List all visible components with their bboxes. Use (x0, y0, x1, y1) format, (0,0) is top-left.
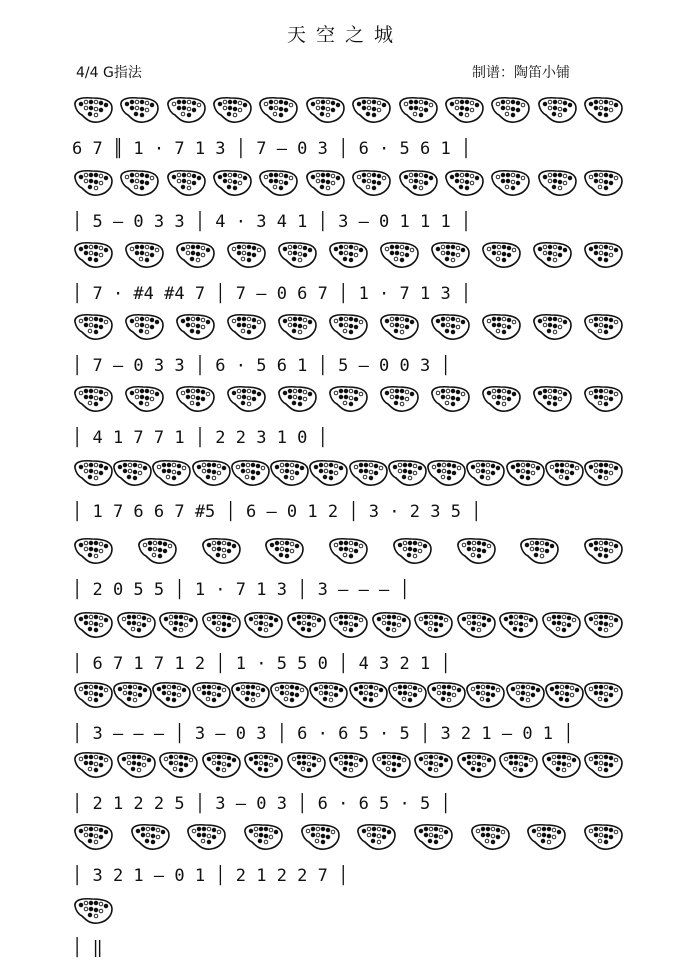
ocarina-fingering-icon (412, 822, 454, 852)
ocarina-fingering-icon (165, 168, 207, 198)
ocarina-fingering-icon (536, 95, 578, 125)
notation-row (70, 860, 620, 896)
ocarina-fingering-icon (489, 95, 531, 125)
ocarina-fingering-icon (150, 680, 192, 710)
ocarina-fingering-icon (378, 384, 420, 414)
ocarina-fingering-icon (455, 750, 497, 780)
fingering-row (70, 384, 620, 416)
ocarina-fingering-icon (531, 240, 573, 270)
ocarina-fingering-icon (200, 610, 242, 640)
ocarina-fingering-icon (582, 240, 624, 270)
ocarina-fingering-icon (327, 536, 369, 566)
notation-text: │ 4 1 7 7 1 │ 2 2 3 1 0 │ (72, 428, 328, 448)
ocarina-fingering-icon (123, 384, 165, 414)
ocarina-fingering-icon (397, 168, 439, 198)
ocarina-fingering-icon (350, 95, 392, 125)
ocarina-fingering-icon (504, 458, 546, 488)
ocarina-fingering-icon (304, 95, 346, 125)
ocarina-fingering-icon (72, 750, 114, 780)
ocarina-fingering-icon (469, 822, 511, 852)
ocarina-fingering-icon (429, 312, 471, 342)
fingering-row (70, 680, 620, 712)
ocarina-fingering-icon (257, 95, 299, 125)
ocarina-fingering-icon (157, 750, 199, 780)
ocarina-fingering-icon (540, 610, 582, 640)
ocarina-fingering-icon (211, 168, 253, 198)
ocarina-fingering-icon (347, 458, 389, 488)
ocarina-fingering-icon (464, 680, 506, 710)
ocarina-fingering-icon (229, 458, 271, 488)
notation-row (70, 422, 620, 458)
ocarina-fingering-icon (480, 384, 522, 414)
fingering-row (70, 536, 620, 568)
ocarina-fingering-icon (118, 168, 160, 198)
ocarina-fingering-icon (386, 458, 428, 488)
ocarina-fingering-icon (263, 536, 305, 566)
notation-row (70, 718, 620, 754)
notation-text: │ ‖ (72, 938, 103, 958)
ocarina-fingering-icon (150, 458, 192, 488)
ocarina-fingering-icon (536, 168, 578, 198)
ocarina-fingering-icon (327, 750, 369, 780)
ocarina-fingering-icon (190, 458, 232, 488)
ocarina-fingering-icon (370, 610, 412, 640)
ocarina-fingering-icon (276, 384, 318, 414)
author-label: 制谱：陶笛小铺 (472, 65, 570, 81)
notation-text: │ 7 · #4 #4 7 │ 7 — 0 6 7 │ 1 · 7 1 3 │ (72, 284, 472, 304)
notation-row (70, 496, 620, 532)
notation-text: │ 3 2 1 — 0 1 │ 2 1 2 2 7 │ (72, 866, 349, 886)
fingering-row (70, 610, 620, 642)
ocarina-fingering-icon (225, 240, 267, 270)
ocarina-fingering-icon (378, 240, 420, 270)
notation-text: │ 2 0 5 5 │ 1 · 7 1 3 │ 3 — — — │ (72, 580, 410, 600)
ocarina-fingering-icon (268, 680, 310, 710)
ocarina-fingering-icon (350, 168, 392, 198)
ocarina-fingering-icon (489, 168, 531, 198)
ocarina-fingering-icon (123, 240, 165, 270)
ocarina-fingering-icon (174, 240, 216, 270)
ocarina-fingering-icon (185, 822, 227, 852)
ocarina-fingering-icon (157, 610, 199, 640)
ocarina-fingering-icon (72, 168, 114, 198)
fingering-row (70, 168, 620, 200)
ocarina-fingering-icon (285, 750, 327, 780)
ocarina-fingering-icon (72, 822, 114, 852)
ocarina-fingering-icon (582, 680, 624, 710)
ocarina-fingering-icon (111, 458, 153, 488)
ocarina-fingering-icon (355, 822, 397, 852)
ocarina-fingering-icon (174, 384, 216, 414)
ocarina-fingering-icon (307, 458, 349, 488)
ocarina-fingering-icon (582, 536, 624, 566)
ocarina-fingering-icon (327, 384, 369, 414)
ocarina-fingering-icon (72, 312, 114, 342)
ocarina-fingering-icon (464, 458, 506, 488)
fingering-row (70, 95, 620, 127)
fingering-row (70, 896, 620, 928)
ocarina-fingering-icon (582, 750, 624, 780)
ocarina-fingering-icon (225, 384, 267, 414)
ocarina-fingering-icon (115, 750, 157, 780)
fingering-row (70, 822, 620, 854)
ocarina-fingering-icon (582, 168, 624, 198)
ocarina-fingering-icon (397, 95, 439, 125)
ocarina-fingering-icon (165, 95, 207, 125)
ocarina-fingering-icon (531, 312, 573, 342)
notation-text: 6 7 ║ 1 · 7 1 3 │ 7 — 0 3 │ 6 · 5 6 1 │ (72, 139, 472, 159)
ocarina-fingering-icon (242, 750, 284, 780)
ocarina-fingering-icon (497, 610, 539, 640)
ocarina-fingering-icon (242, 822, 284, 852)
ocarina-fingering-icon (327, 610, 369, 640)
ocarina-fingering-icon (582, 822, 624, 852)
notation-text: │ 3 — — — │ 3 — 0 3 │ 6 · 6 5 · 5 │ 3 2 1 — 0 1 │ (72, 724, 574, 744)
ocarina-fingering-icon (211, 95, 253, 125)
ocarina-fingering-icon (378, 312, 420, 342)
notation-text: │ 6 7 1 7 1 2 │ 1 · 5 5 0 │ 4 3 2 1 │ (72, 654, 451, 674)
notation-row (70, 648, 620, 684)
fingering-row (70, 458, 620, 490)
ocarina-fingering-icon (229, 680, 271, 710)
ocarina-fingering-icon (480, 312, 522, 342)
ocarina-fingering-icon (225, 312, 267, 342)
ocarina-fingering-icon (111, 680, 153, 710)
ocarina-fingering-icon (582, 95, 624, 125)
ocarina-fingering-icon (443, 168, 485, 198)
ocarina-fingering-icon (429, 384, 471, 414)
fingering-row (70, 312, 620, 344)
ocarina-fingering-icon (480, 240, 522, 270)
notation-row (70, 788, 620, 824)
ocarina-fingering-icon (443, 95, 485, 125)
ocarina-fingering-icon (72, 680, 114, 710)
ocarina-fingering-icon (257, 168, 299, 198)
ocarina-fingering-icon (242, 610, 284, 640)
ocarina-fingering-icon (504, 680, 546, 710)
meter-key-label: 4/4 G指法 (76, 65, 142, 81)
ocarina-fingering-icon (347, 680, 389, 710)
ocarina-fingering-icon (72, 458, 114, 488)
ocarina-fingering-icon (582, 312, 624, 342)
ocarina-fingering-icon (582, 610, 624, 640)
ocarina-fingering-icon (72, 896, 114, 926)
notation-text: │ 5 — 0 3 3 │ 4 · 3 4 1 │ 3 — 0 1 1 1 │ (72, 212, 472, 232)
ocarina-fingering-icon (118, 95, 160, 125)
ocarina-fingering-icon (582, 384, 624, 414)
ocarina-fingering-icon (531, 384, 573, 414)
ocarina-fingering-icon (129, 822, 171, 852)
notation-row (70, 133, 620, 169)
ocarina-fingering-icon (525, 822, 567, 852)
ocarina-fingering-icon (136, 536, 178, 566)
fingering-row (70, 240, 620, 272)
ocarina-fingering-icon (304, 168, 346, 198)
ocarina-fingering-icon (412, 610, 454, 640)
ocarina-fingering-icon (425, 458, 467, 488)
notation-text: │ 7 — 0 3 3 │ 6 · 5 6 1 │ 5 — 0 0 3 │ (72, 356, 451, 376)
ocarina-fingering-icon (307, 680, 349, 710)
ocarina-fingering-icon (72, 536, 114, 566)
ocarina-fingering-icon (115, 610, 157, 640)
ocarina-fingering-icon (455, 536, 497, 566)
ocarina-fingering-icon (370, 750, 412, 780)
ocarina-fingering-icon (200, 536, 242, 566)
ocarina-fingering-icon (72, 95, 114, 125)
ocarina-fingering-icon (391, 536, 433, 566)
ocarina-fingering-icon (72, 384, 114, 414)
ocarina-fingering-icon (582, 458, 624, 488)
ocarina-fingering-icon (299, 822, 341, 852)
ocarina-fingering-icon (386, 680, 428, 710)
ocarina-fingering-icon (200, 750, 242, 780)
ocarina-fingering-icon (455, 610, 497, 640)
notation-text: │ 2 1 2 2 5 │ 3 — 0 3 │ 6 · 6 5 · 5 │ (72, 794, 451, 814)
ocarina-fingering-icon (543, 680, 585, 710)
ocarina-fingering-icon (497, 750, 539, 780)
ocarina-fingering-icon (327, 240, 369, 270)
ocarina-fingering-icon (518, 536, 560, 566)
page-title: 天空之城 (286, 24, 403, 46)
ocarina-fingering-icon (327, 312, 369, 342)
ocarina-fingering-icon (190, 680, 232, 710)
notation-row (70, 350, 620, 386)
notation-row (70, 574, 620, 610)
ocarina-fingering-icon (123, 312, 165, 342)
ocarina-fingering-icon (276, 312, 318, 342)
notation-row (70, 206, 620, 242)
ocarina-fingering-icon (276, 240, 318, 270)
ocarina-fingering-icon (412, 750, 454, 780)
ocarina-fingering-icon (543, 458, 585, 488)
ocarina-fingering-icon (425, 680, 467, 710)
notation-text: │ 1 7 6 6 7 #5 │ 6 — 0 1 2 │ 3 · 2 3 5 │ (72, 502, 482, 522)
notation-row (70, 932, 620, 968)
ocarina-fingering-icon (72, 610, 114, 640)
ocarina-fingering-icon (72, 240, 114, 270)
ocarina-fingering-icon (174, 312, 216, 342)
ocarina-fingering-icon (540, 750, 582, 780)
fingering-row (70, 750, 620, 782)
notation-row (70, 278, 620, 314)
ocarina-fingering-icon (285, 610, 327, 640)
ocarina-fingering-icon (268, 458, 310, 488)
ocarina-fingering-icon (429, 240, 471, 270)
